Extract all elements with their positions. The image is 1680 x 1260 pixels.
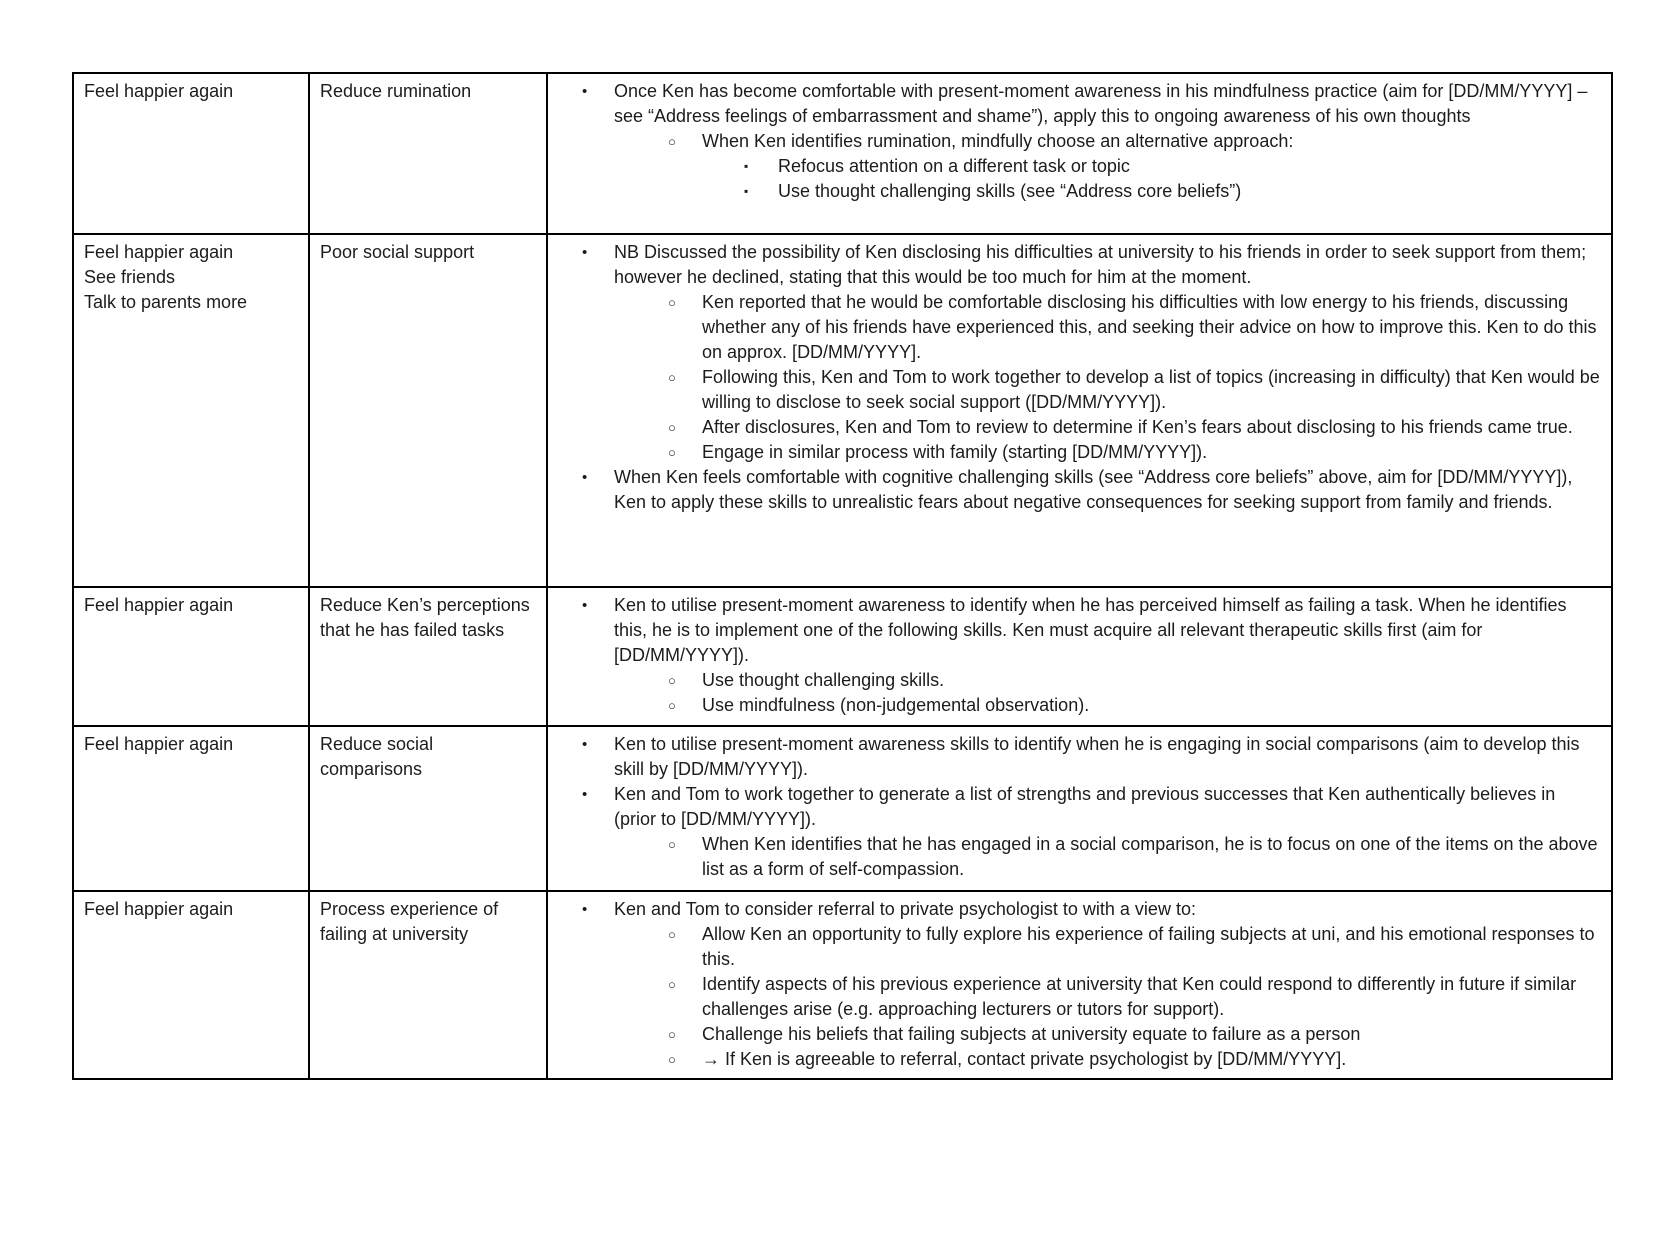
bullet-marker-icon: ○ — [668, 134, 676, 149]
plan-item — [558, 593, 1601, 668]
plan-item — [558, 440, 1601, 465]
plan-item — [558, 922, 1601, 972]
plan-item-text: When Ken feels comfortable with cognitive challenging skills (see “Address core beliefs” above, aim for [DD/MM/YYYY]), Ken to apply these skills to unrealistic fears about negative consequences for seeking support from family and friends. — [614, 467, 1573, 512]
bullet-marker-icon: ○ — [668, 420, 676, 435]
plan-item — [558, 668, 1601, 693]
goal-line: Feel happier again — [84, 734, 234, 754]
plan-item-text: Engage in similar process with family (starting [DD/MM/YYYY]). — [702, 442, 1208, 462]
goal-cell — [73, 891, 309, 1079]
plan-item — [558, 1022, 1601, 1047]
items-cell — [547, 234, 1612, 587]
items-cell — [547, 587, 1612, 726]
plan-item — [558, 179, 1601, 204]
goal-line: See friends — [84, 267, 176, 287]
focus-cell — [309, 234, 547, 587]
plan-item — [558, 415, 1601, 440]
plan-item-text: Ken and Tom to consider referral to private psychologist to with a view to: — [614, 899, 1196, 919]
plan-item — [558, 129, 1601, 154]
plan-item-text: Ken and Tom to work together to generate a list of strengths and previous successes that Ken authentically believes in (prior to [DD/MM/YYYY]). — [614, 784, 1556, 829]
plan-item — [558, 693, 1601, 718]
goal-line: Feel happier again — [84, 595, 234, 615]
bullet-marker-icon: ○ — [668, 837, 676, 852]
plan-item-text: Following this, Ken and Tom to work together to develop a list of topics (increasing in difficulty) that Ken would be willing to disclose to seek social support ([DD/MM/YYYY]). — [702, 367, 1600, 412]
bullet-marker-icon: ○ — [668, 295, 676, 310]
plan-item-text: Refocus attention on a different task or topic — [778, 156, 1130, 176]
plan-item-text: Once Ken has become comfortable with present-moment awareness in his mindfulness practice (aim for [DD/MM/YYYY] – see “Address feelings of embarrassment and shame”), apply this to ongoing awareness of his own thoughts — [614, 81, 1588, 126]
plan-item-text: After disclosures, Ken and Tom to review to determine if Ken’s fears about disclosing to his friends came true. — [702, 417, 1573, 437]
bullet-marker-icon: • — [582, 597, 588, 614]
focus-cell-text: Reduce rumination — [320, 81, 472, 101]
goal-cell — [73, 73, 309, 234]
plan-item-text: Use thought challenging skills. — [702, 670, 945, 690]
focus-cell — [309, 726, 547, 891]
plan-item — [558, 365, 1601, 415]
focus-cell — [309, 891, 547, 1079]
goal-line: Feel happier again — [84, 899, 234, 919]
focus-cell-text: Reduce social comparisons — [320, 734, 434, 779]
plan-item — [558, 290, 1601, 365]
bullet-marker-icon: • — [582, 736, 588, 753]
bullet-marker-icon: ○ — [668, 370, 676, 385]
table-row — [73, 891, 1612, 1079]
goal-cell — [73, 587, 309, 726]
goal-line: Feel happier again — [84, 242, 234, 262]
bullet-marker-icon: ○ — [668, 977, 676, 992]
bullet-marker-icon: ▪ — [744, 159, 749, 173]
bullet-marker-icon: • — [582, 83, 588, 100]
goal-cell — [73, 234, 309, 587]
plan-item-text: Ken to utilise present-moment awareness to identify when he has perceived himself as failing a task. When he identifies this, he is to implement one of the following skills. Ken must acquire all relevant therapeutic skills first (aim for [DD/MM/YYYY]). — [614, 595, 1567, 665]
plan-table-body — [73, 73, 1612, 1079]
items-cell — [547, 726, 1612, 891]
bullet-marker-icon: • — [582, 786, 588, 803]
plan-item-text: Challenge his beliefs that failing subjects at university equate to failure as a person — [702, 1024, 1361, 1044]
plan-item-text: Ken to utilise present-moment awareness skills to identify when he is engaging in social comparisons (aim to develop this skill by [DD/MM/YYYY]). — [614, 734, 1580, 779]
plan-item — [558, 79, 1601, 129]
bullet-marker-icon: ○ — [668, 698, 676, 713]
plan-item-text: Use thought challenging skills (see “Address core beliefs”) — [778, 181, 1242, 201]
items-cell — [547, 891, 1612, 1079]
plan-item — [558, 240, 1601, 290]
plan-item-text: Identify aspects of his previous experience at university that Ken could respond to differently in future if similar challenges arise (e.g. approaching lecturers or tutors for support). — [702, 974, 1577, 1019]
focus-cell — [309, 73, 547, 234]
plan-item-text: Allow Ken an opportunity to fully explore his experience of failing subjects at uni, and his emotional responses to this. — [702, 924, 1595, 969]
bullet-marker-icon: • — [582, 469, 588, 486]
bullet-marker-icon: ○ — [668, 1027, 676, 1042]
plan-item-text: NB Discussed the possibility of Ken disclosing his difficulties at university to his friends in order to seek support from them; however he declined, stating that this would be too much for him at the moment. — [614, 242, 1587, 287]
focus-cell-text: Poor social support — [320, 242, 475, 262]
bullet-marker-icon: ○ — [668, 445, 676, 460]
plan-item — [558, 1047, 1601, 1072]
plan-item-text: When Ken identifies that he has engaged in a social comparison, he is to focus on one of the items on the above list as a form of self-compassion. — [702, 834, 1598, 879]
focus-cell — [309, 587, 547, 726]
focus-cell-text: Reduce Ken’s perceptions that he has failed tasks — [320, 595, 530, 640]
plan-item-text: Use mindfulness (non-judgemental observation). — [702, 695, 1090, 715]
bullet-marker-icon: • — [582, 901, 588, 918]
bullet-marker-icon: ○ — [668, 1052, 676, 1067]
plan-item — [558, 154, 1601, 179]
plan-item-text: When Ken identifies rumination, mindfully choose an alternative approach: — [702, 131, 1294, 151]
plan-item — [558, 897, 1601, 922]
table-row — [73, 73, 1612, 234]
plan-item-text: Ken reported that he would be comfortable disclosing his difficulties with low energy to his friends, discussing whether any of his friends have experienced this, and seeking their advice on how to improve this. Ken to do this on approx. [DD/MM/YYYY]. — [702, 292, 1597, 362]
plan-item — [558, 782, 1601, 832]
treatment-plan-table — [72, 72, 1613, 1080]
goal-line: Feel happier again — [84, 81, 234, 101]
bullet-marker-icon: ○ — [668, 673, 676, 688]
focus-cell-text: Process experience of failing at university — [320, 899, 499, 944]
plan-item — [558, 732, 1601, 782]
table-row — [73, 234, 1612, 587]
items-cell — [547, 73, 1612, 234]
plan-item-text: → If Ken is agreeable to referral, contact private psychologist by [DD/MM/YYYY]. — [702, 1049, 1347, 1069]
goal-line: Talk to parents more — [84, 292, 248, 312]
bullet-marker-icon: • — [582, 244, 588, 261]
goal-cell — [73, 726, 309, 891]
table-row — [73, 726, 1612, 891]
plan-item — [558, 465, 1601, 515]
plan-item — [558, 972, 1601, 1022]
plan-item — [558, 832, 1601, 882]
bullet-marker-icon: ○ — [668, 927, 676, 942]
bullet-marker-icon: ▪ — [744, 184, 749, 198]
table-row — [73, 587, 1612, 726]
